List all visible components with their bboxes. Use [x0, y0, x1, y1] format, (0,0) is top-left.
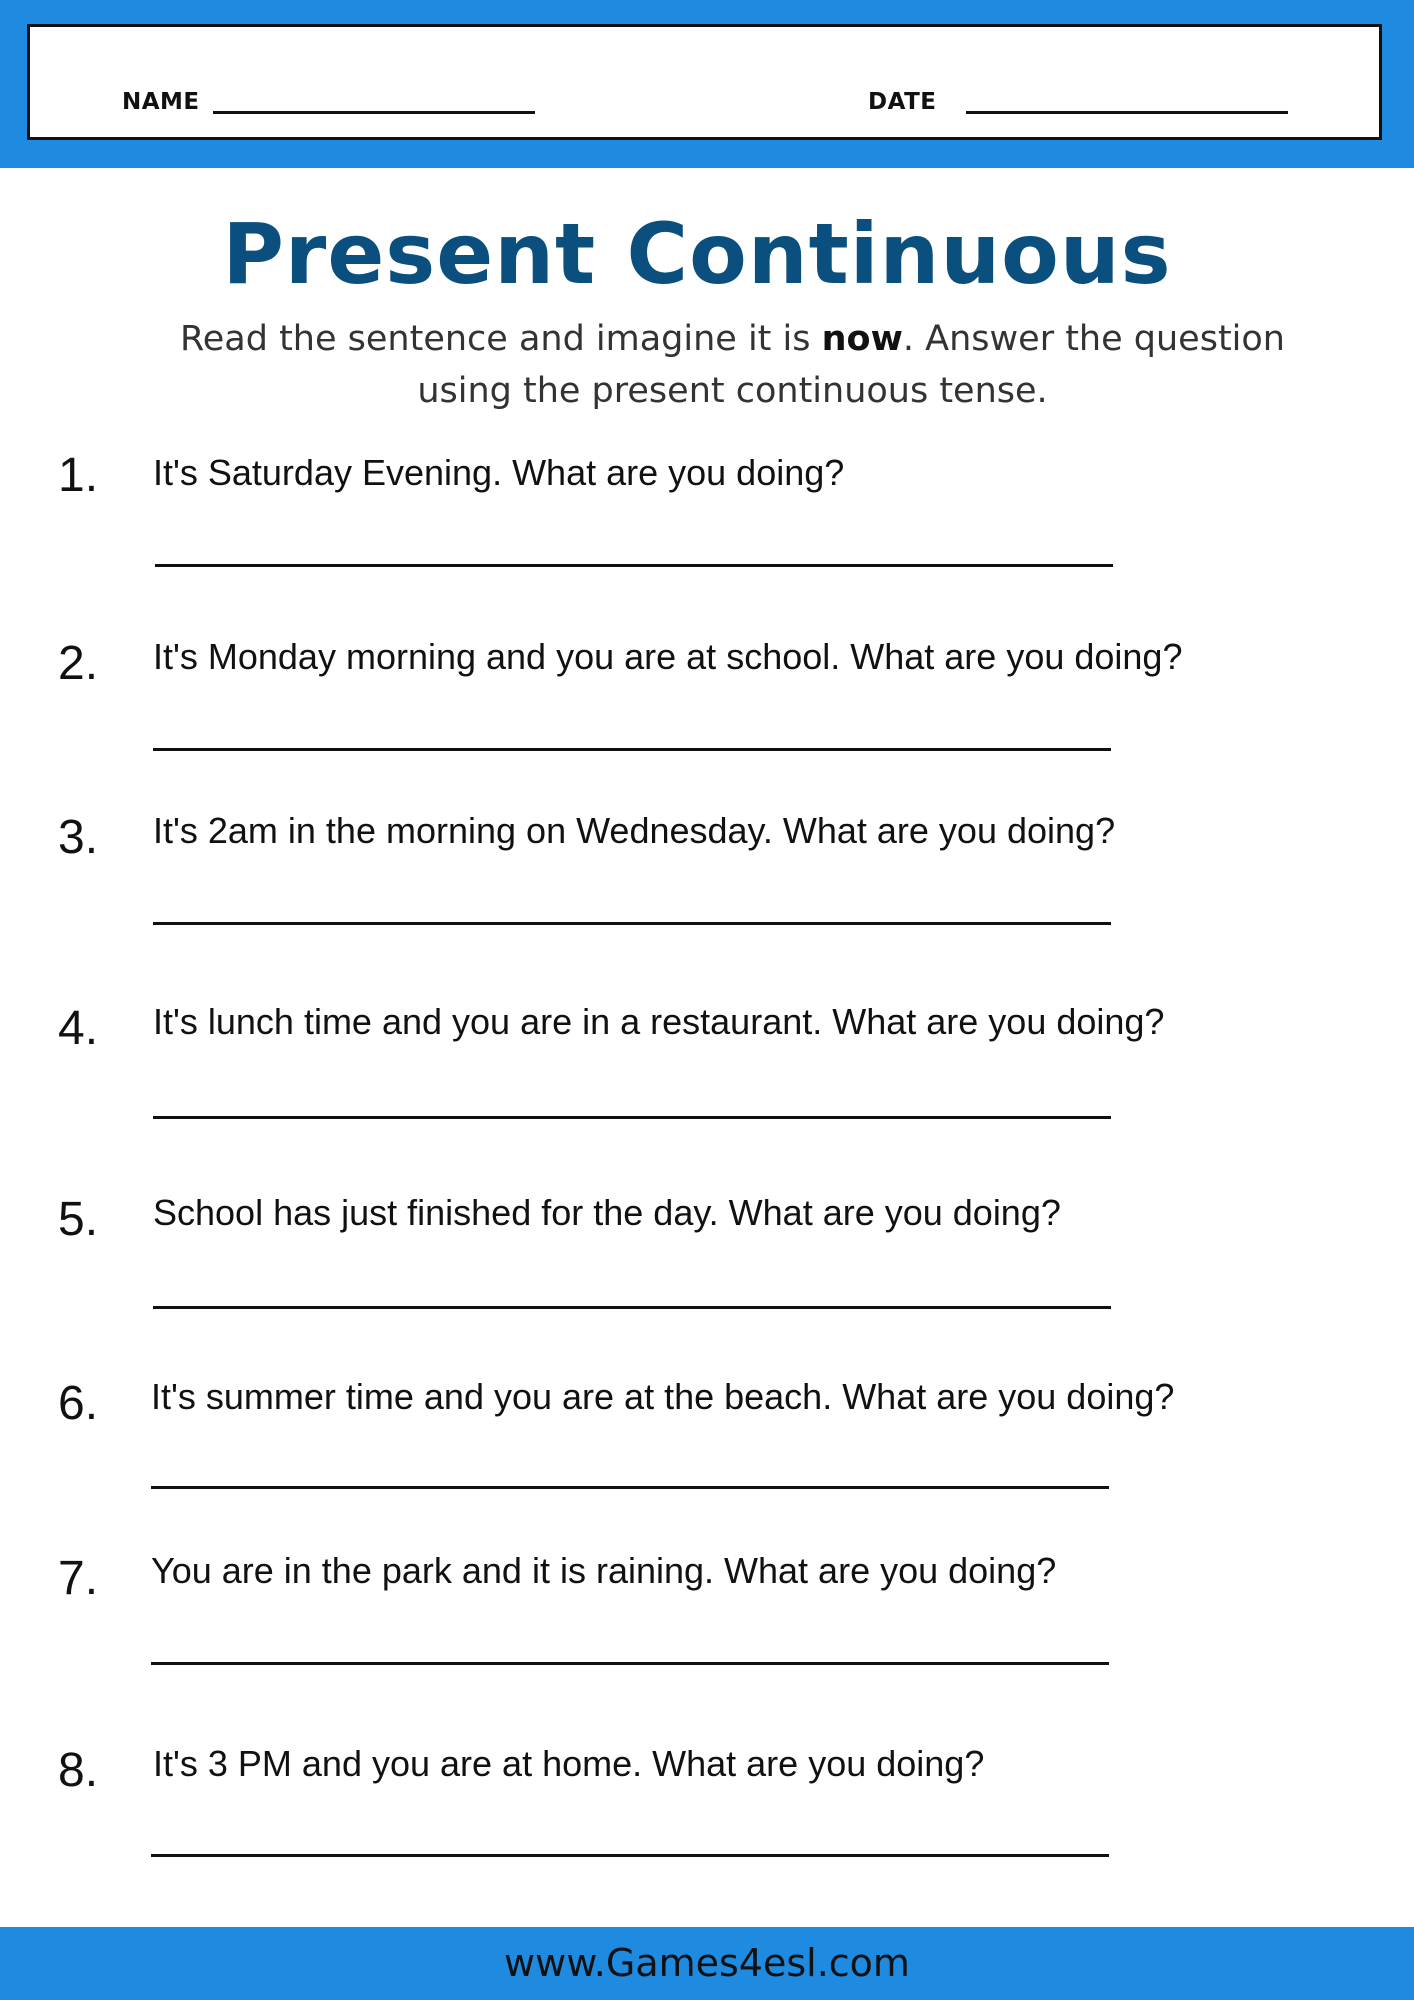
- question-number: 5.: [58, 1193, 99, 1246]
- answer-line[interactable]: [153, 1116, 1111, 1119]
- answer-line[interactable]: [151, 1486, 1109, 1489]
- answer-line[interactable]: [151, 1662, 1109, 1665]
- name-label: NAME: [122, 89, 200, 115]
- question-number: 4.: [58, 1002, 99, 1055]
- footer-band: [0, 1927, 1414, 2000]
- question-number: 8.: [58, 1744, 99, 1797]
- answer-line[interactable]: [153, 1306, 1111, 1309]
- question-text: You are in the park and it is raining. What are you doing?: [151, 1550, 1057, 1591]
- name-date-box: [27, 24, 1382, 140]
- question-text: It's lunch time and you are in a restaurant. What are you doing?: [153, 1001, 1165, 1042]
- question-text: It's 2am in the morning on Wednesday. What are you doing?: [153, 810, 1116, 851]
- question-number: 2.: [58, 637, 99, 690]
- answer-line[interactable]: [153, 748, 1111, 751]
- question-text: School has just finished for the day. What are you doing?: [153, 1192, 1061, 1233]
- question-text: It's Saturday Evening. What are you doing?: [153, 452, 845, 493]
- name-line[interactable]: [213, 111, 535, 114]
- instructions-emphasis: now: [821, 319, 903, 359]
- instructions-text-before: Read the sentence and imagine it is: [180, 319, 822, 359]
- question-number: 6.: [58, 1377, 99, 1430]
- page-title: Present Continuous: [222, 205, 1172, 303]
- answer-line[interactable]: [153, 922, 1111, 925]
- instructions: [140, 313, 1325, 417]
- question-number: 7.: [58, 1552, 99, 1605]
- date-label: DATE: [868, 89, 937, 115]
- question-text: It's summer time and you are at the beach. What are you doing?: [151, 1376, 1175, 1417]
- date-line[interactable]: [966, 111, 1288, 114]
- question-text: It's 3 PM and you are at home. What are you doing?: [153, 1743, 985, 1784]
- website-url: www.Games4esl.com: [504, 1941, 910, 1985]
- question-number: 3.: [58, 811, 99, 864]
- question-text: It's Monday morning and you are at school. What are you doing?: [153, 636, 1183, 677]
- answer-line[interactable]: [155, 564, 1113, 567]
- answer-line[interactable]: [151, 1854, 1109, 1857]
- instructions-text-after: . Answer the question using the present continuous tense.: [417, 319, 1285, 411]
- question-number: 1.: [58, 449, 99, 502]
